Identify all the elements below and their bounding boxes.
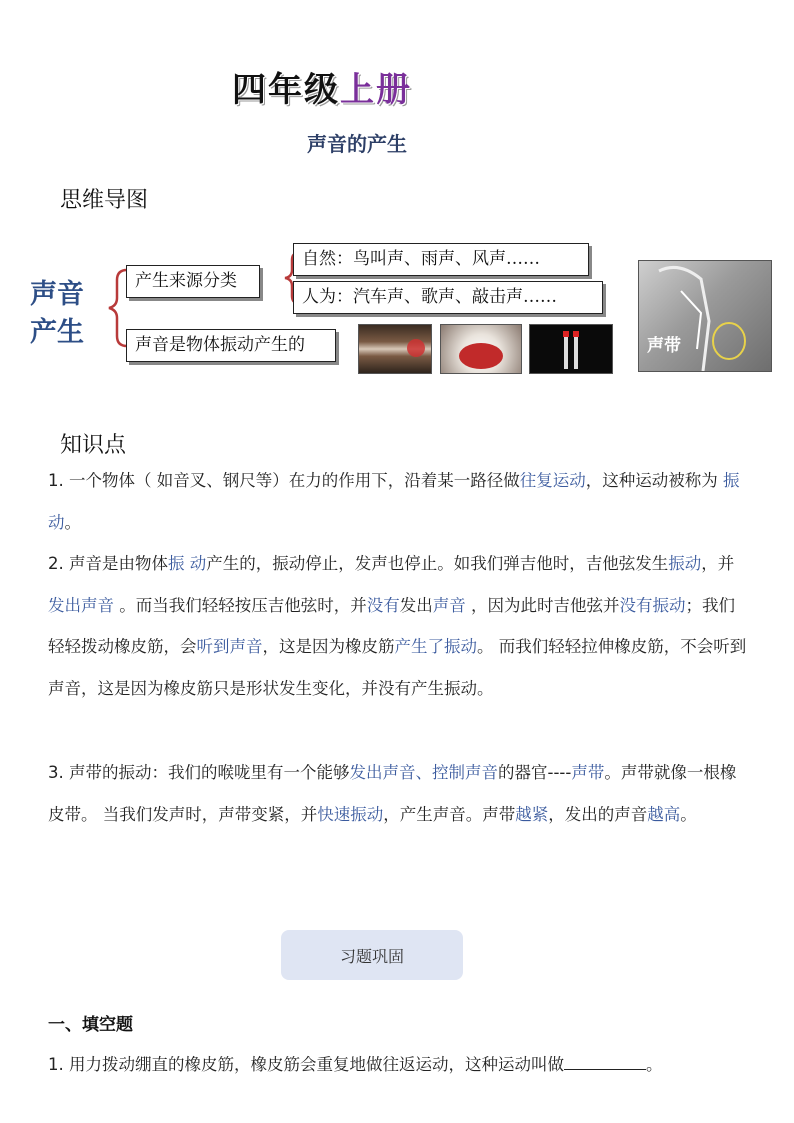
keyword-text: 振 动 [168, 554, 207, 573]
mindmap-root [30, 276, 84, 352]
body-text: 产生的，振动停止，发声也停止。如我们弹吉他时，吉他弦发生 [206, 554, 669, 573]
topic-title: 声音的产生 [307, 132, 407, 156]
grade-title [232, 62, 412, 111]
keyword-text: 振 动 [48, 471, 740, 532]
body-text: 。声带就像一根橡皮带。 当我们发声时，声带变紧，并 [48, 763, 737, 824]
knowledge-point-1 [48, 460, 748, 543]
fill-in-section-title: 一、填空题 [48, 1015, 133, 1035]
question-1 [48, 1051, 663, 1075]
body-text: ，产生声音。声带 [383, 804, 516, 824]
body-text: 。 而我们轻轻拉伸橡皮筋，不会听到声音，这是因为橡皮筋只是形状发生变化，并没有产生振动。 [48, 637, 747, 698]
keyword-text: 声音 [432, 595, 466, 615]
keyword-text: 没有振动 [619, 595, 686, 615]
ruler-vibration-image [358, 324, 432, 374]
keyword-text: 快速振动 [317, 804, 384, 824]
body-text: 。而当我们轻轻按压吉他弦时，并 [114, 595, 367, 615]
practice-button[interactable]: 习题巩固 [281, 930, 463, 980]
keyword-text: 发出声音、控制声音 [349, 763, 498, 782]
mindmap-branch-source: 产生来源分类 [126, 265, 260, 298]
body-text: ；我们轻轻拨动橡皮筋，会 [48, 595, 735, 656]
question-1-end: 。 [646, 1055, 663, 1074]
keyword-text: 越紧 [515, 804, 549, 824]
mindmap-root-line2: 产生 [30, 317, 84, 348]
drum-image [440, 324, 522, 374]
knowledge-point-3 [48, 752, 748, 835]
mindmap-branch-vibration: 声音是物体振动产生的 [126, 329, 336, 362]
vocal-cord-label: 声带 [647, 336, 681, 356]
body-text: 。 [680, 804, 697, 824]
keyword-text: 往复运动 [519, 471, 586, 490]
body-text: 发出 [399, 595, 433, 615]
body-text: ，发出的声音 [548, 804, 648, 824]
airway-line [681, 291, 701, 349]
knowledge-point-2 [48, 543, 748, 709]
keyword-text: 越高 [647, 804, 681, 824]
keyword-text: 没有 [366, 595, 400, 615]
keyword-text: 发出声音 [48, 595, 114, 615]
knowledge-section-title: 知识点 [60, 433, 127, 458]
mindmap-leaf-human: 人为：汽车声、歌声、敲击声…… [293, 281, 603, 314]
mindmap-leaf-natural: 自然：鸟叫声、雨声、风声…… [293, 243, 589, 276]
keyword-text: 产生了振动 [394, 637, 477, 656]
keyword-text: 声带 [571, 763, 605, 782]
question-1-text: 1. 用力拨动绷直的橡皮筋，橡皮筋会重复地做往返运动，这种运动叫做 [48, 1055, 564, 1074]
body-text: 2. 声音是由物体 [48, 554, 168, 573]
body-text: ，因为此时吉他弦并 [465, 595, 620, 615]
body-text: 的器官---- [498, 763, 572, 782]
vocal-cord-highlight [713, 323, 745, 359]
body-text: 。 [64, 512, 81, 532]
body-text: ，并 [701, 554, 735, 573]
mindmap-section-title: 思维导图 [60, 188, 149, 213]
tuning-fork-image [529, 324, 613, 374]
body-text: ，这是因为橡皮筋 [262, 637, 395, 656]
answer-blank[interactable] [564, 1053, 646, 1070]
body-text: 3. 声带的振动：我们的喉咙里有一个能够 [48, 763, 350, 782]
mindmap-root-line1: 声音 [30, 279, 84, 310]
body-text: ，这种运动被称为 [585, 471, 723, 490]
vocal-cord-image [638, 260, 772, 372]
grade-highlight: 上册 [340, 70, 412, 110]
body-text: 1. 一个物体（ 如音叉、钢尺等）在力的作用下，沿着某一路径做 [48, 471, 520, 490]
grade-prefix: 四年级 [232, 70, 340, 110]
keyword-text: 听到声音 [196, 637, 263, 656]
keyword-text: 振动 [668, 554, 702, 573]
root-bracket [109, 270, 127, 346]
